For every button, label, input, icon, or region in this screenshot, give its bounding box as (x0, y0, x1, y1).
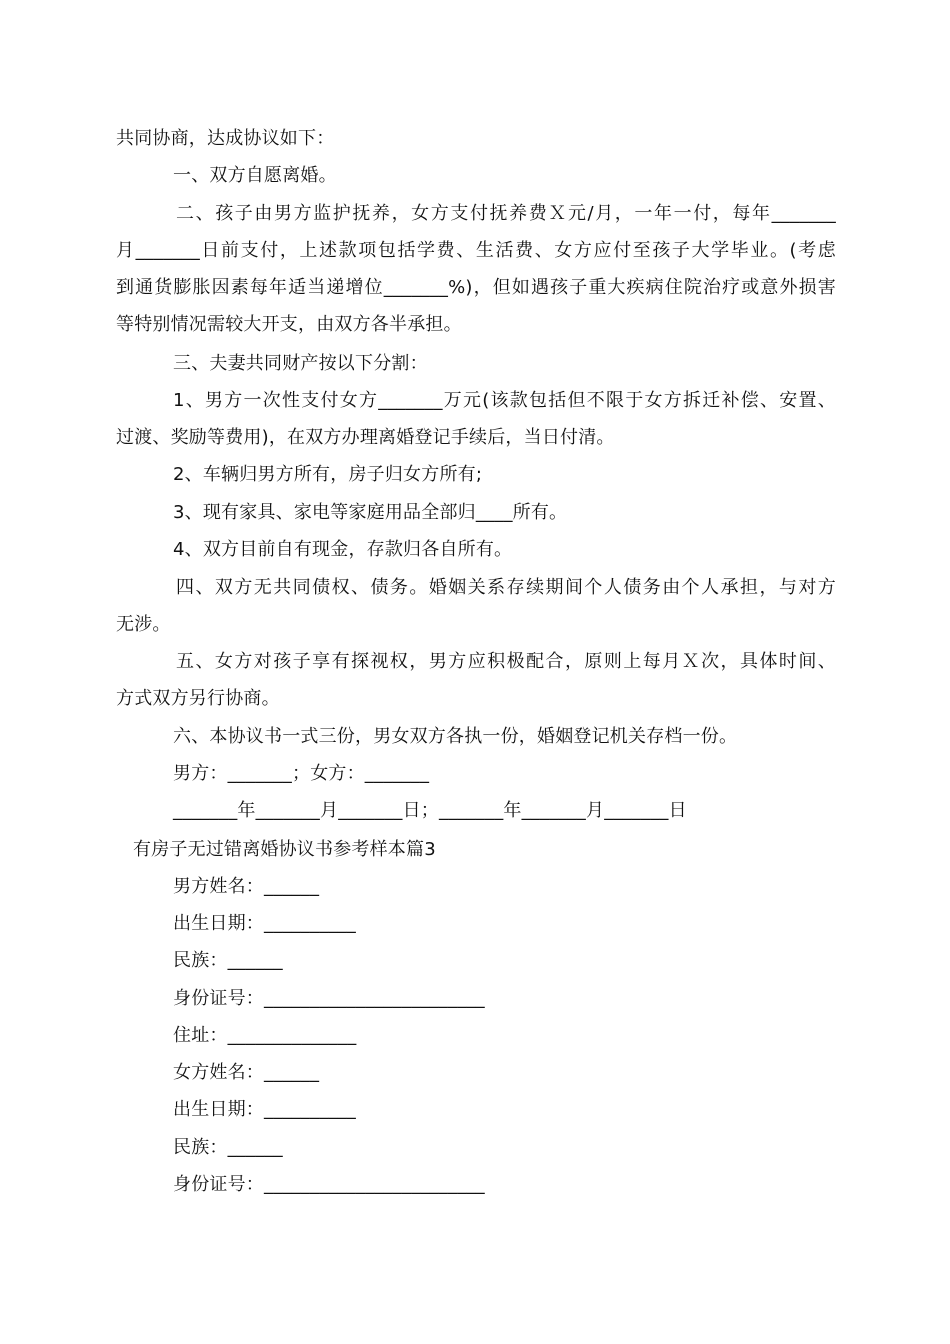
clause-4-line-2: 无涉。 (116, 614, 171, 635)
clause-3: 三、夫妻共同财产按以下分割： (173, 353, 428, 374)
clause-5-line-2: 方式双方另行协商。 (116, 688, 280, 709)
field-address: 住址：______________ (173, 1025, 357, 1046)
field-male-name: 男方姓名：______ (173, 876, 320, 897)
date-line: _______年_______月_______日；_______年_______月_______日 (173, 800, 687, 821)
paragraph-intro: 共同协商，达成协议如下： (116, 128, 335, 149)
field-female-birth-date: 出生日期：__________ (173, 1099, 356, 1120)
field-female-ethnicity: 民族：______ (173, 1137, 283, 1158)
clause-1: 一、双方自愿离婚。 (173, 165, 337, 186)
clause-5-line-1: 五、女方对孩子享有探视权，男方应积极配合，原则上每月Ｘ次，具体时间、 (176, 651, 836, 672)
clause-2-line-1: 二、孩子由男方监护抚养，女方支付抚养费Ｘ元/月，一年一付，每年_______ (176, 203, 836, 224)
clause-2-line-3: 到通货膨胀因素每年适当递增位_______%)，但如遇孩子重大疾病住院治疗或意外损害 (116, 277, 836, 298)
section-heading: 有房子无过错离婚协议书参考样本篇3 (133, 839, 436, 860)
clause-2-line-4: 等特别情况需较大开支，由双方各半承担。 (116, 314, 462, 335)
clause-3-item-1-line-2: 过渡、奖励等费用)，在双方办理离婚登记手续后，当日付清。 (116, 427, 615, 448)
clause-3-item-4: 4、双方目前自有现金，存款归各自所有。 (173, 539, 513, 560)
signature-line: 男方：_______；女方：_______ (173, 763, 430, 784)
field-male-ethnicity: 民族：______ (173, 950, 283, 971)
clause-3-item-2: 2、车辆归男方所有，房子归女方所有; (173, 464, 483, 485)
field-female-name: 女方姓名：______ (173, 1062, 320, 1083)
clause-4-line-1: 四、双方无共同债权、债务。婚姻关系存续期间个人债务由个人承担，与对方 (176, 577, 836, 598)
clause-6: 六、本协议书一式三份，男女双方各执一份，婚姻登记机关存档一份。 (173, 726, 738, 747)
field-female-id-number: 身份证号：________________________ (173, 1174, 485, 1195)
clause-3-item-1-line-1: 1、男方一次性支付女方_______万元(该款包括但不限于女方拆迁补偿、安置、 (173, 390, 836, 411)
field-male-id-number: 身份证号：________________________ (173, 988, 485, 1009)
clause-3-item-3: 3、现有家具、家电等家庭用品全部归____所有。 (173, 502, 568, 523)
field-male-birth-date: 出生日期：__________ (173, 913, 356, 934)
clause-2-line-2: 月_______日前支付，上述款项包括学费、生活费、女方应付至孩子大学毕业。(考虑 (116, 240, 836, 261)
